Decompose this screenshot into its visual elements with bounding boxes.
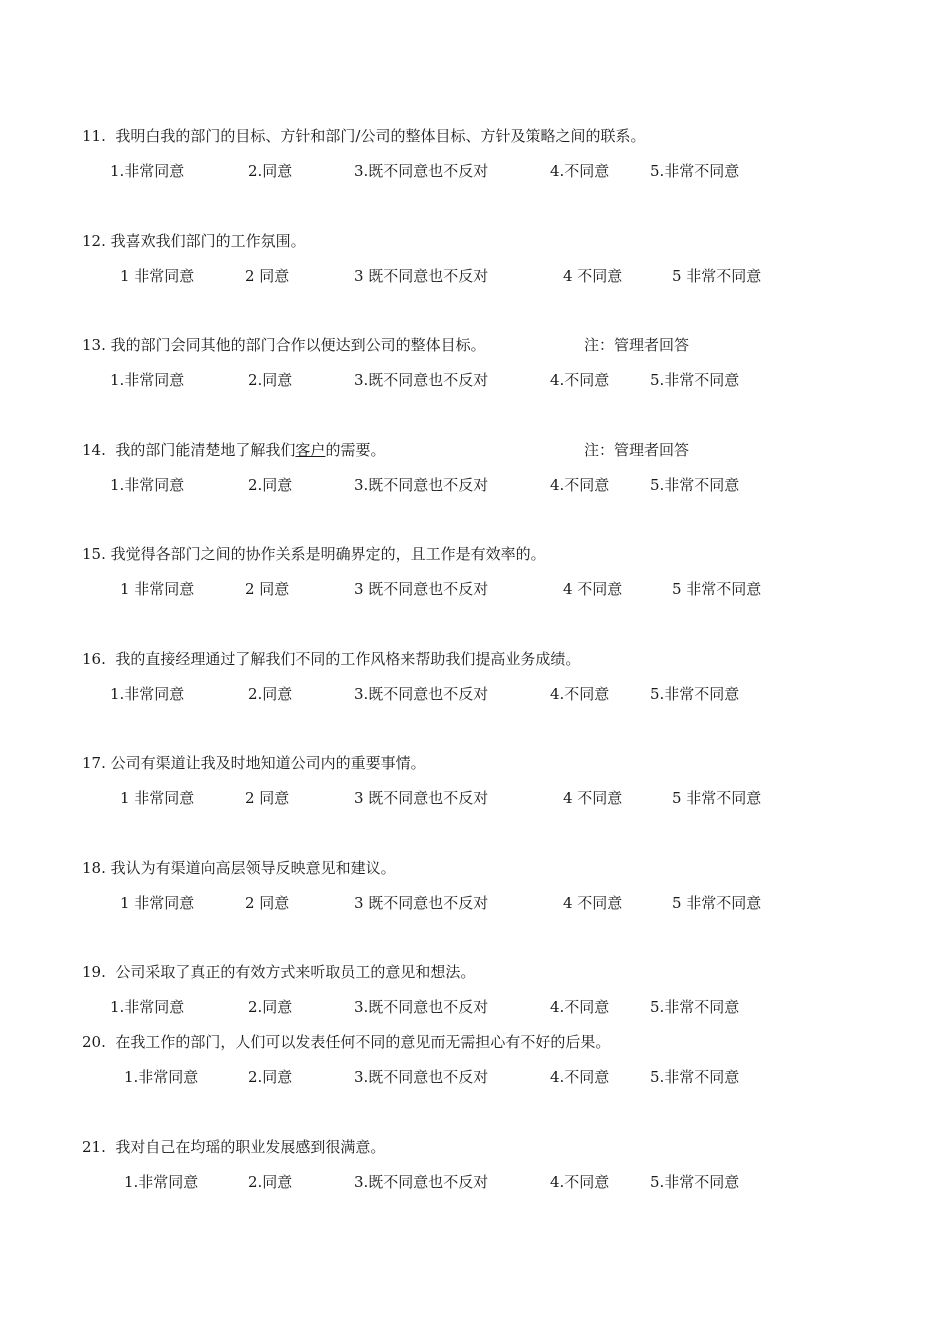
option-1[interactable]: 1.非常同意 (124, 1068, 199, 1086)
question-number: 12. (82, 232, 106, 250)
option-4[interactable]: 4 不同意 (563, 580, 623, 598)
option-5[interactable]: 5.非常不同意 (650, 162, 740, 180)
option-1[interactable]: 1.非常同意 (110, 476, 185, 494)
question-number: 15. (82, 545, 106, 563)
option-2[interactable]: 2.同意 (248, 371, 293, 389)
option-2[interactable]: 2 同意 (245, 580, 290, 598)
question-number: 17. (82, 754, 106, 772)
option-3[interactable]: 3.既不同意也不反对 (354, 1173, 489, 1191)
option-4[interactable]: 4.不同意 (550, 685, 610, 703)
option-2[interactable]: 2 同意 (245, 894, 290, 912)
option-4[interactable]: 4.不同意 (550, 476, 610, 494)
question-18 (82, 858, 396, 878)
option-3[interactable]: 3 既不同意也不反对 (354, 789, 489, 807)
option-3[interactable]: 3 既不同意也不反对 (354, 894, 489, 912)
question-17 (82, 753, 426, 773)
option-2[interactable]: 2.同意 (248, 476, 293, 494)
option-4[interactable]: 4.不同意 (550, 1173, 610, 1191)
option-1[interactable]: 1.非常同意 (110, 998, 185, 1016)
option-3[interactable]: 3.既不同意也不反对 (354, 998, 489, 1016)
option-4[interactable]: 4 不同意 (563, 894, 623, 912)
question-text: 公司采取了真正的有效方式来听取员工的意见和想法。 (115, 963, 476, 981)
option-2[interactable]: 2.同意 (248, 1173, 293, 1191)
option-2[interactable]: 2 同意 (245, 267, 290, 285)
manager-note: 注：管理者回答 (584, 441, 690, 459)
question-number: 14. (82, 441, 106, 459)
question-number: 18. (82, 859, 106, 877)
option-5[interactable]: 5 非常不同意 (672, 789, 762, 807)
option-3[interactable]: 3.既不同意也不反对 (354, 685, 489, 703)
question-16 (82, 649, 580, 669)
question-text: 我认为有渠道向高层领导反映意见和建议。 (110, 859, 396, 877)
question-12 (82, 231, 306, 251)
option-5[interactable]: 5.非常不同意 (650, 371, 740, 389)
option-5[interactable]: 5 非常不同意 (672, 580, 762, 598)
option-1[interactable]: 1 非常同意 (120, 894, 195, 912)
question-text: 我的部门会同其他的部门合作以便达到公司的整体目标。 (110, 336, 486, 354)
question-text: 公司有渠道让我及时地知道公司内的重要事情。 (110, 754, 426, 772)
question-13 (82, 335, 486, 355)
question-text: 在我工作的部门，人们可以发表任何不同的意见而无需担心有不好的后果。 (115, 1033, 611, 1051)
option-2[interactable]: 2.同意 (248, 162, 293, 180)
option-2[interactable]: 2.同意 (248, 998, 293, 1016)
option-4[interactable]: 4 不同意 (563, 267, 623, 285)
option-3[interactable]: 3.既不同意也不反对 (354, 1068, 489, 1086)
option-1[interactable]: 1 非常同意 (120, 267, 195, 285)
option-4[interactable]: 4.不同意 (550, 1068, 610, 1086)
option-5[interactable]: 5.非常不同意 (650, 1173, 740, 1191)
option-3[interactable]: 3 既不同意也不反对 (354, 580, 489, 598)
question-number: 11. (82, 127, 106, 145)
option-4[interactable]: 4.不同意 (550, 371, 610, 389)
option-4[interactable]: 4.不同意 (550, 998, 610, 1016)
option-1[interactable]: 1 非常同意 (120, 789, 195, 807)
question-number: 20. (82, 1033, 106, 1051)
manager-note: 注：管理者回答 (584, 336, 690, 354)
question-number: 16. (82, 650, 106, 668)
option-5[interactable]: 5 非常不同意 (672, 267, 762, 285)
option-3[interactable]: 3.既不同意也不反对 (354, 371, 489, 389)
option-5[interactable]: 5.非常不同意 (650, 1068, 740, 1086)
option-1[interactable]: 1.非常同意 (110, 371, 185, 389)
question-text: 我对自己在均瑶的职业发展感到很满意。 (115, 1138, 386, 1156)
option-5[interactable]: 5 非常不同意 (672, 894, 762, 912)
question-text: 我的部门能清楚地了解我们 (115, 441, 296, 459)
question-number: 13. (82, 336, 106, 354)
option-2[interactable]: 2 同意 (245, 789, 290, 807)
question-14 (82, 440, 385, 460)
option-3[interactable]: 3 既不同意也不反对 (354, 267, 489, 285)
option-3[interactable]: 3.既不同意也不反对 (354, 162, 489, 180)
question-text: 我觉得各部门之间的协作关系是明确界定的，且工作是有效率的。 (110, 545, 546, 563)
option-1[interactable]: 1.非常同意 (124, 1173, 199, 1191)
question-19 (82, 962, 475, 982)
question-21 (82, 1137, 385, 1157)
option-4[interactable]: 4 不同意 (563, 789, 623, 807)
option-5[interactable]: 5.非常不同意 (650, 998, 740, 1016)
question-text: 我喜欢我们部门的工作氛围。 (110, 232, 306, 250)
option-4[interactable]: 4.不同意 (550, 162, 610, 180)
question-number: 21. (82, 1138, 106, 1156)
option-3[interactable]: 3.既不同意也不反对 (354, 476, 489, 494)
question-20 (82, 1032, 610, 1052)
question-number: 19. (82, 963, 106, 981)
customer-link: 客户 (295, 441, 326, 459)
option-5[interactable]: 5.非常不同意 (650, 476, 740, 494)
option-2[interactable]: 2.同意 (248, 685, 293, 703)
question-15 (82, 544, 546, 564)
question-text: 我明白我的部门的目标、方针和部门/公司的整体目标、方针及策略之间的联系。 (115, 127, 646, 145)
option-1[interactable]: 1.非常同意 (110, 162, 185, 180)
option-1[interactable]: 1 非常同意 (120, 580, 195, 598)
question-text: 我的直接经理通过了解我们不同的工作风格来帮助我们提高业务成绩。 (115, 650, 581, 668)
question-11 (82, 126, 645, 146)
option-5[interactable]: 5.非常不同意 (650, 685, 740, 703)
option-1[interactable]: 1.非常同意 (110, 685, 185, 703)
option-2[interactable]: 2.同意 (248, 1068, 293, 1086)
question-text-end: 的需要。 (325, 441, 386, 459)
